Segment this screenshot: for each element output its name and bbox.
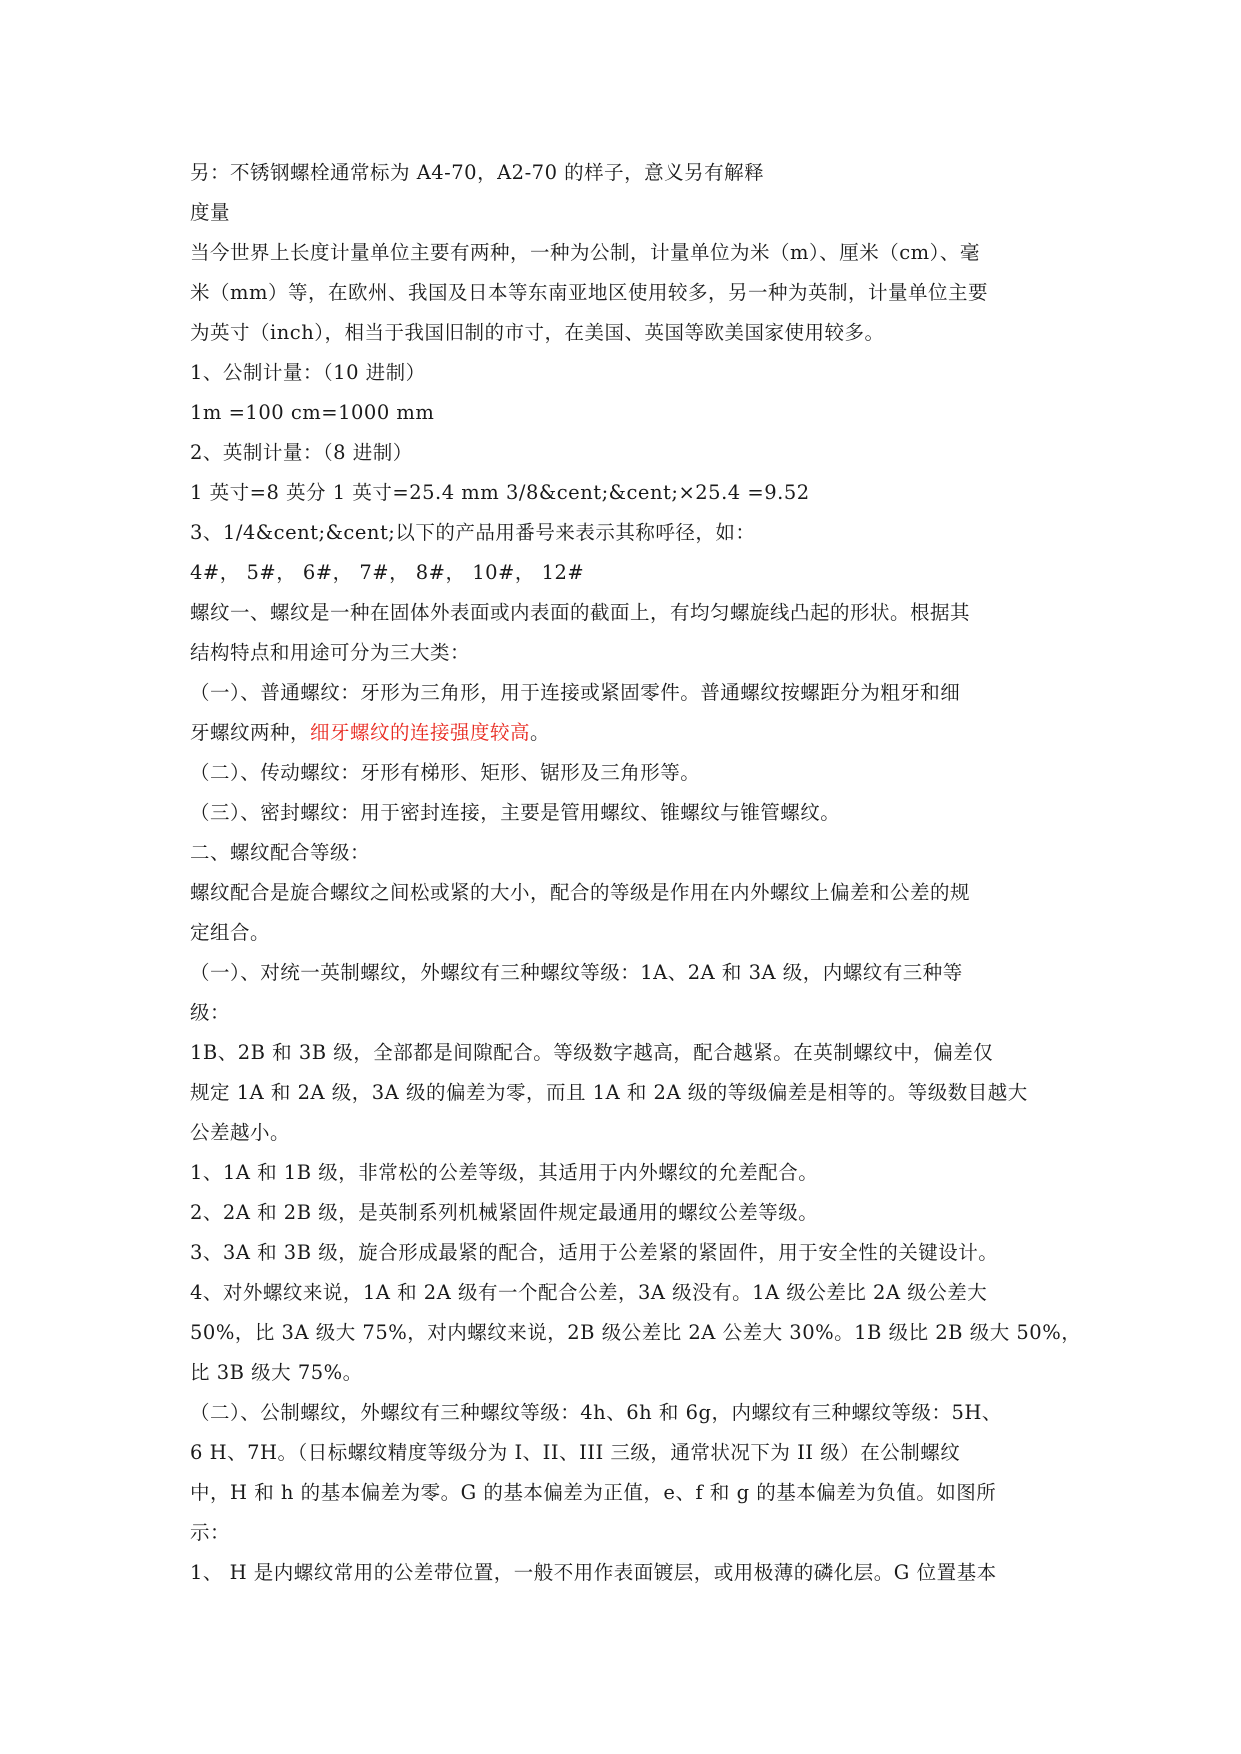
transmission-thread: （二）、传动螺纹：牙形有梯形、矩形、锯形及三角形等。 bbox=[190, 761, 701, 784]
common-thread-line-1: （一）、普通螺纹：牙形为三角形，用于连接或紧固零件。普通螺纹按螺距分为粗牙和细 bbox=[190, 681, 961, 704]
paragraph-units-line-3: 为英寸（inch），相当于我国旧制的市寸，在美国、英国等欧美国家使用较多。 bbox=[190, 321, 885, 344]
metric-thread-line-3: 中，H 和 h 的基本偏差为零。G 的基本偏差为正值，e、f 和 g 的基本偏差为负值。如图所 bbox=[190, 1481, 997, 1504]
common-thread-line-2 bbox=[190, 720, 1060, 746]
imperial-conversion: 1 英寸=8 英分 1 英寸=25.4 mm 3/8&cent;&cent;×25.4 =9.52 bbox=[190, 481, 810, 504]
common-thread-text: 牙螺纹两种， bbox=[190, 721, 311, 744]
thread-definition-line-2: 结构特点和用途可分为三大类： bbox=[190, 641, 471, 664]
fit-class-heading: 二、螺纹配合等级： bbox=[190, 841, 371, 864]
fit-class-definition-line-1: 螺纹配合是旋合螺纹之间松或紧的大小，配合的等级是作用在内外螺纹上偏差和公差的规 bbox=[190, 881, 971, 904]
sealing-thread: （三）、密封螺纹：用于密封连接，主要是管用螺纹、锥螺纹与锥管螺纹。 bbox=[190, 801, 841, 824]
unified-thread-line-5: 公差越小。 bbox=[190, 1121, 291, 1144]
tolerance-compare-line-3: 比 3B 级大 75%。 bbox=[190, 1361, 363, 1384]
unified-thread-line-2: 级： bbox=[190, 1001, 231, 1024]
fit-class-definition-line-2: 定组合。 bbox=[190, 921, 271, 944]
unified-thread-line-4: 规定 1A 和 2A 级，3A 级的偏差为零，而且 1A 和 2A 级的等级偏差是相等的。等级数目越大 bbox=[190, 1081, 1028, 1104]
tolerance-compare-line-1: 4、对外螺纹来说，1A 和 2A 级有一个配合公差，3A 级没有。1A 级公差比 2A 级公差大 bbox=[190, 1281, 988, 1304]
imperial-heading: 2、英制计量：（8 进制） bbox=[190, 441, 413, 464]
thread-definition-line-1: 螺纹一、螺纹是一种在固体外表面或内表面的截面上，有均匀螺旋线凸起的形状。根据其 bbox=[190, 601, 971, 624]
metric-thread-line-1: （二）、公制螺纹，外螺纹有三种螺纹等级：4h、6h 和 6g，内螺纹有三种螺纹等级：5H、 bbox=[190, 1401, 1002, 1424]
metric-heading: 1、公制计量：（10 进制） bbox=[190, 361, 426, 384]
metric-thread-line-2: 6 H、7H。（日标螺纹精度等级分为 I、II、III 三级，通常状况下为 II 级）在公制螺纹 bbox=[190, 1441, 961, 1464]
sentence-end: 。 bbox=[530, 721, 551, 744]
paragraph-units-line-1: 当今世界上长度计量单位主要有两种，一种为公制，计量单位为米（m）、厘米（cm）、毫 bbox=[190, 241, 980, 264]
unified-thread-line-1: （一）、对统一英制螺纹，外螺纹有三种螺纹等级：1A、2A 和 3A 级，内螺纹有三种等 bbox=[190, 961, 963, 984]
paragraph-units-line-2: 米（mm）等，在欧州、我国及日本等东南亚地区使用较多，另一种为英制，计量单位主要 bbox=[190, 281, 988, 304]
metric-conversion: 1m =100 cm=1000 mm bbox=[190, 401, 435, 424]
unified-thread-line-3: 1B、2B 和 3B 级，全部都是间隙配合。等级数字越高，配合越紧。在英制螺纹中，偏差仅 bbox=[190, 1041, 994, 1064]
class-2a-2b: 2、2A 和 2B 级，是英制系列机械紧固件规定最通用的螺纹公差等级。 bbox=[190, 1201, 819, 1224]
class-1a-1b: 1、1A 和 1B 级，非常松的公差等级，其适用于内外螺纹的允差配合。 bbox=[190, 1161, 819, 1184]
size-number-intro: 3、1/4&cent;&cent;以下的产品用番号来表示其称呼径，如： bbox=[190, 521, 756, 544]
heading-measurement: 度量 bbox=[190, 201, 231, 224]
fine-thread-highlight: 细牙螺纹的连接强度较高 bbox=[310, 721, 531, 744]
tolerance-compare-line-2: 50%，比 3A 级大 75%，对内螺纹来说，2B 级公差比 2A 公差大 30%。1B 级比 2B 级大 50%， bbox=[190, 1321, 1082, 1344]
class-3a-3b: 3、3A 和 3B 级，旋合形成最紧的配合，适用于公差紧的紧固件，用于安全性的关键设计。 bbox=[190, 1241, 999, 1264]
size-number-list: 4#， 5#， 6#， 7#， 8#， 10#， 12# bbox=[190, 561, 585, 584]
note-stainless-bolt: 另：不锈钢螺栓通常标为 A4-70，A2-70 的样子，意义另有解释 bbox=[190, 161, 765, 184]
metric-thread-line-4: 示： bbox=[190, 1521, 231, 1544]
tolerance-position-h: 1、 H 是内螺纹常用的公差带位置，一般不用作表面镀层，或用极薄的磷化层。G 位置基本 bbox=[190, 1561, 997, 1584]
